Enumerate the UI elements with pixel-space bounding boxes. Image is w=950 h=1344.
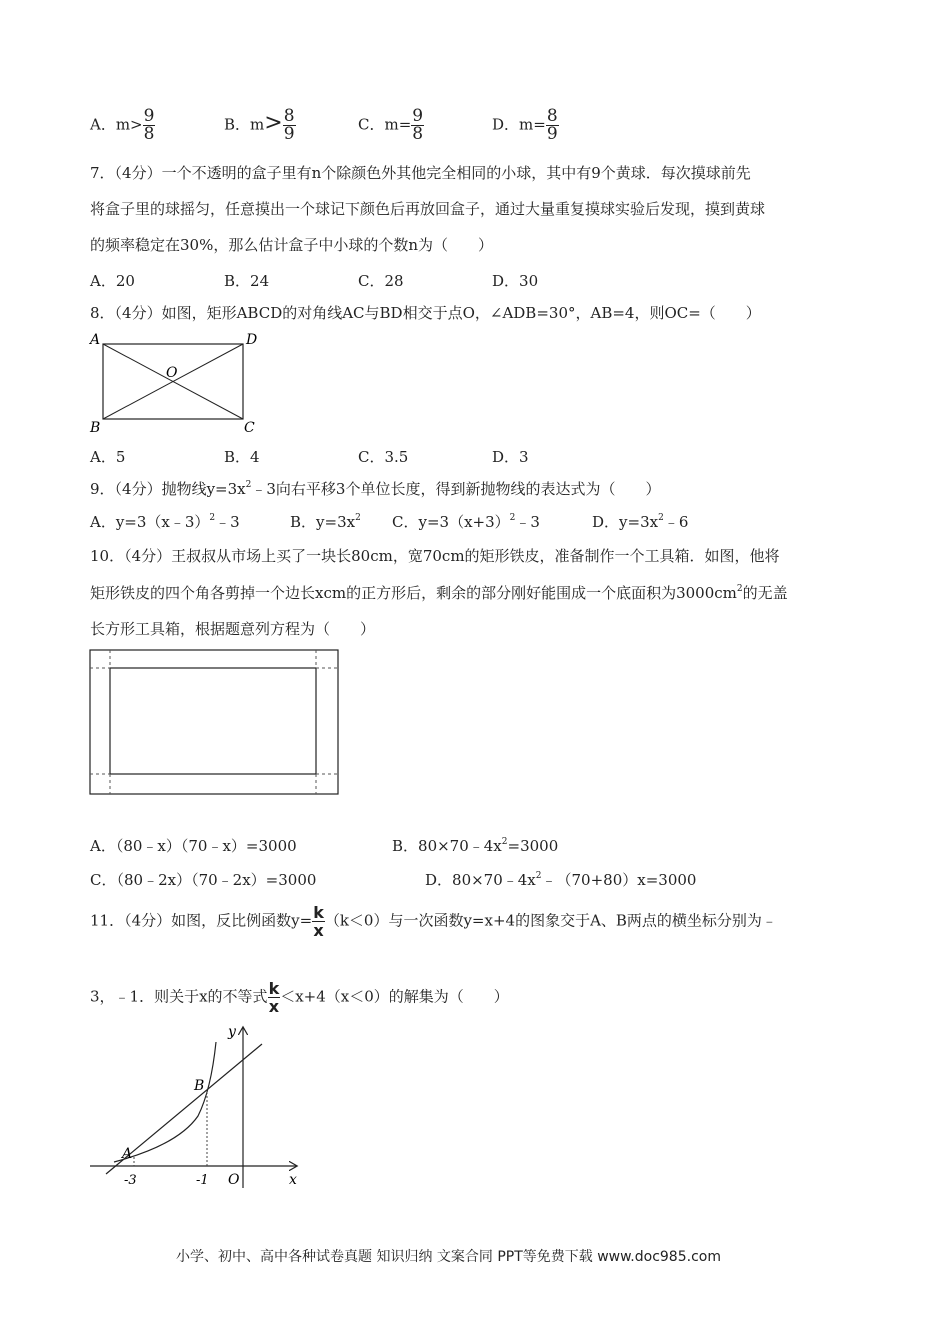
label-d: D [246,332,258,348]
q7-stem-line3: 的频率稳定在30%，那么估计盒子中小球的个数n为（ ） [90,236,494,254]
q11-fraction-k-over-x: $\frac{k}{x}$ [313,903,324,940]
q6-option-a [90,108,155,143]
q6-d-prefix: D．m= [492,115,546,134]
q6-a-prefix: A．m> [90,115,143,134]
q6-c-fraction: $\frac{9}{8}$ [412,106,424,144]
outer-sheet [90,650,338,794]
q8-option-d: D．3 [492,448,529,466]
q7-option-c: C．28 [358,272,404,290]
q10-option-a: A．（80﹣x）（70﹣x）=3000 [90,837,297,855]
q6-b-fraction: $\frac{8}{9}$ [283,106,295,144]
label-b: B [90,420,101,436]
inner-base [110,668,316,774]
q6-b-prefix: B．m [224,115,265,134]
q8-option-b: B．4 [224,448,260,466]
q6-b-gt: > [264,110,283,136]
q6-option-b [224,108,296,143]
q6-a-fraction: $\frac{9}{8}$ [143,106,155,144]
hyperbola-k-over-x [114,1042,216,1162]
label-a: A [90,332,101,348]
label-o: O [166,365,178,381]
label-a: A [122,1146,133,1162]
cut-lines [90,650,338,794]
q8-rectangle-figure [86,330,266,436]
q11-stem-line2: 3，﹣1．则关于x的不等式 $\frac{k}{x}$ ＜x+4（x＜0）的解集为（ ） [90,979,509,1016]
tick-minus-1: -1 [196,1173,209,1188]
label-o: O [228,1172,240,1188]
q8-option-a: A．5 [90,448,126,466]
q7-option-d: D．30 [492,272,539,290]
q6-option-c [358,108,424,143]
label-b: B [194,1078,205,1094]
q7-option-a: A．20 [90,272,135,290]
q8-stem: 8．（4分）如图，矩形ABCD的对角线AC与BD相交于点O，∠ADB=30°，AB=4，则OC=（ ） [90,304,761,322]
q10-option-c: C．（80﹣2x）（70﹣2x）=3000 [90,871,317,889]
q11-stem-line1: 11．（4分）如图，反比例函数y= $\frac{k}{x}$ （k＜0）与一次函数y=x+4的图象交于A、B两点的横坐标分别为﹣ [90,903,777,940]
q9-stem: 9．（4分）抛物线$y=3x^2﹣3$向右平移3个单位长度，得到新抛物线的表达式为（ ） [90,480,661,498]
q8-option-c: C．3.5 [358,448,409,466]
q7-stem-line2: 将盒子里的球摇匀，任意摸出一个球记下颜色后再放回盒子，通过大量重复摸球实验后发现，摸到黄球 [90,200,766,218]
q7-stem-line1: 7．（4分）一个不透明的盒子里有n个除颜色外其他完全相同的小球，其中有9个黄球．每次摸球前先 [90,164,751,182]
q10-stem-line2: 矩形铁皮的四个角各剪掉一个边长xcm的正方形后，剩余的部分刚好能围成一个底面积为$3000cm^2$的无盖 [90,584,788,602]
page-footer: 小学、初中、高中各种试卷真题 知识归纳 文案合同 PPT等免费下载 www.doc985.com [176,1249,721,1265]
q10-option-d: D．$80\times 70﹣4x^2﹣(70+80)x=3000$ [425,871,697,889]
q9-option-b: B．$y=3x^2$ [290,513,361,531]
q6-c-prefix: C．m= [358,115,412,134]
label-y: y [228,1024,236,1040]
q9-option-d: D．$y=3x^2﹣6$ [592,513,689,531]
q9-option-a: A．y=3（x﹣3）$^2$﹣3 [90,513,240,531]
q10-option-b: B．$80\times 70﹣4x^2=3000$ [392,837,559,855]
q6-option-d [492,108,559,143]
q10-iron-sheet-figure [88,648,344,798]
q10-stem-line3: 长方形工具箱，根据题意列方程为（ ） [90,620,376,638]
tick-minus-3: -3 [124,1173,137,1188]
label-x: x [289,1172,297,1188]
q11-inequality-fraction: $\frac{k}{x}$ [268,979,280,1016]
q10-stem-line1: 10．（4分）王叔叔从市场上买了一块长80cm，宽70cm的矩形铁皮，准备制作一个工具箱．如图，他将 [90,547,780,565]
label-c: C [244,420,255,436]
q9-option-c: C．$y=3(x+3)^2﹣3$ [392,513,540,531]
q7-option-b: B．24 [224,272,270,290]
q6-d-fraction: $\frac{8}{9}$ [546,106,558,144]
q11-function-graph [86,1020,308,1192]
